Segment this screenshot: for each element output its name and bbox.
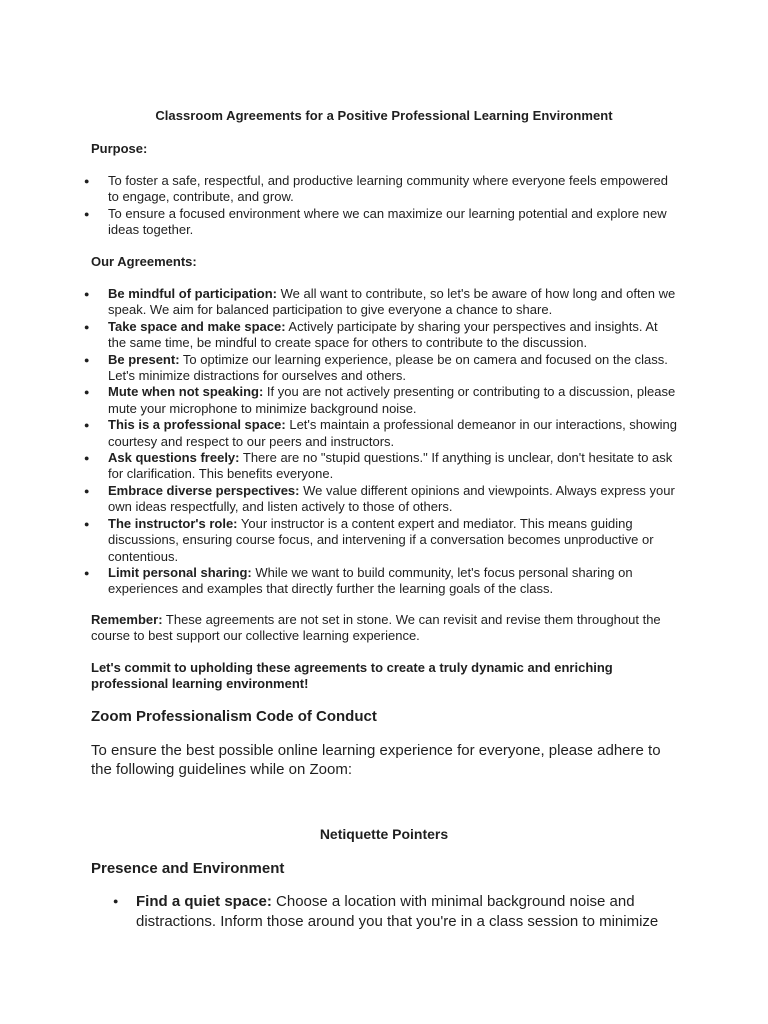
list-item [0, 892, 666, 931]
presence-term: Find a quiet space: [136, 893, 272, 910]
list-item [0, 417, 678, 450]
agreement-text: Your instructor is a content expert and mediator. This means guiding discussions, ensuring course focus, and intervening if a conversation becomes unproductive or contentious. [108, 515, 654, 564]
remember-text: These agreements are not set in stone. We can revisit and revise them throughout the course to best support our collective learning experience. [91, 612, 661, 644]
presence-text: Choose a location with minimal background noise and distractions. Inform those around you that you're in a class session to minimize [136, 893, 659, 930]
document-title: Classroom Agreements for a Positive Professional Learning Environment [155, 108, 613, 123]
list-item [0, 450, 678, 483]
agreement-text: Let's maintain a professional demeanor in our interactions, showing courtesy and respect to our peers and instructors. [108, 417, 677, 449]
agreement-text: To optimize our learning experience, please be on camera and focused on the class. Let's minimize distractions for ourselves and others. [108, 351, 668, 384]
agreement-term: Be present: [108, 351, 180, 367]
remember-paragraph [91, 612, 681, 645]
agreement-term: Be mindful of participation: [108, 286, 277, 301]
agreement-term: Embrace diverse perspectives: [108, 482, 300, 498]
agreement-text: There are no "stupid questions." If anything is unclear, don't hesitate to ask for clarification. This benefits everyone. [108, 450, 673, 482]
purpose-heading: Purpose: [91, 141, 148, 156]
presence-list [0, 892, 666, 931]
agreement-text: We all want to contribute, so let's be aware of how long and often we speak. We aim for balanced participation to give everyone a chance to share. [108, 286, 676, 318]
presence-heading: Presence and Environment [91, 860, 285, 877]
netiquette-title: Netiquette Pointers [319, 826, 449, 842]
list-item [0, 286, 678, 319]
agreement-term: Take space and make space: [108, 318, 286, 334]
agreement-text: We value different opinions and viewpoints. Always express your own ideas respectfully, and listen actively to those of others. [108, 482, 675, 515]
purpose-list [0, 173, 678, 239]
agreement-text: While we want to build community, let's focus personal sharing on experiences and examples that directly further the learning goals of the class. [108, 564, 633, 597]
list-item [0, 516, 678, 565]
list-item [0, 319, 678, 352]
purpose-item-text: To ensure a focused environment where we can maximize our learning potential and explore new ideas together. [108, 205, 667, 238]
agreement-term: Limit personal sharing: [108, 564, 252, 580]
zoom-heading: Zoom Professionalism Code of Conduct [91, 708, 377, 725]
list-item [0, 483, 678, 516]
agreement-term: The instructor's role: [108, 515, 238, 531]
purpose-item-text: To foster a safe, respectful, and productive learning community where everyone feels empowered to engage, contribute, and grow. [108, 173, 669, 205]
list-item [0, 352, 678, 385]
list-item [0, 384, 678, 417]
agreements-heading: Our Agreements: [91, 254, 197, 269]
zoom-intro: To ensure the best possible online learning experience for everyone, please adhere to the following guidelines while on Zoom: [91, 742, 661, 778]
agreement-term: This is a professional space: [108, 417, 286, 433]
list-item [0, 565, 678, 598]
agreements-list [0, 286, 678, 598]
list-item [0, 206, 678, 239]
agreement-text: If you are not actively presenting or contributing to a discussion, please mute your microphone to minimize background noise. [108, 384, 676, 416]
commit-paragraph: Let's commit to upholding these agreements to create a truly dynamic and enriching professional learning environment! [91, 660, 613, 692]
list-item [0, 173, 678, 206]
agreement-term: Mute when not speaking: [108, 384, 264, 400]
remember-label: Remember: [91, 612, 163, 627]
agreement-text: Actively participate by sharing your perspectives and insights. At the same time, be mindful to create space for others to contribute to the discussion. [108, 318, 658, 351]
agreement-term: Ask questions freely: [108, 450, 240, 466]
